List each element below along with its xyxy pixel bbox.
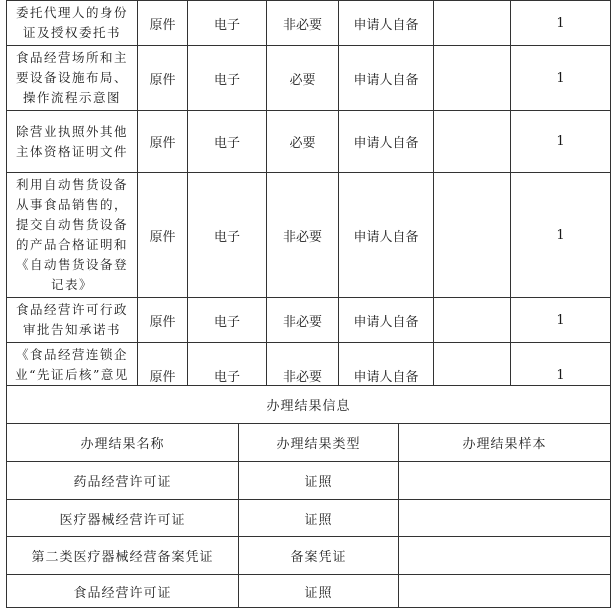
material-sample xyxy=(434,298,511,343)
result-type: 证照 xyxy=(239,462,399,500)
material-sample xyxy=(434,173,511,298)
material-carrier: 电子 xyxy=(188,343,267,408)
material-name: 除营业执照外其他主体资格证明文件 xyxy=(7,111,138,173)
material-source: 申请人自备 xyxy=(339,173,434,298)
material-form: 原件 xyxy=(138,173,188,298)
material-necessity: 必要 xyxy=(267,46,339,111)
material-name: 《食品经营连锁企业“先证后核”意见 xyxy=(7,343,138,408)
result-sample xyxy=(399,575,611,608)
material-necessity: 非必要 xyxy=(267,298,339,343)
results-header-type: 办理结果类型 xyxy=(239,424,399,462)
material-quantity: 1 xyxy=(511,46,611,111)
material-necessity: 非必要 xyxy=(267,1,339,46)
result-sample xyxy=(399,537,611,575)
material-carrier: 电子 xyxy=(188,298,267,343)
material-name: 委托代理人的身份证及授权委托书 xyxy=(7,1,138,46)
material-source: 申请人自备 xyxy=(339,343,434,408)
material-row xyxy=(7,111,611,173)
material-quantity: 1 xyxy=(511,111,611,173)
material-necessity: 非必要 xyxy=(267,343,339,408)
material-name: 食品经营场所和主要设备设施布局、操作流程示意图 xyxy=(7,46,138,111)
results-header-name: 办理结果名称 xyxy=(7,424,239,462)
material-form: 原件 xyxy=(138,343,188,408)
material-row xyxy=(7,298,611,343)
results-row xyxy=(7,462,611,500)
material-carrier: 电子 xyxy=(188,1,267,46)
results-table xyxy=(6,385,611,608)
material-necessity: 必要 xyxy=(267,111,339,173)
result-sample xyxy=(399,500,611,537)
material-source: 申请人自备 xyxy=(339,298,434,343)
result-name: 医疗器械经营许可证 xyxy=(7,500,239,537)
material-necessity: 非必要 xyxy=(267,173,339,298)
material-sample xyxy=(434,1,511,46)
result-sample xyxy=(399,462,611,500)
results-header-sample: 办理结果样本 xyxy=(399,424,611,462)
material-name: 食品经营许可行政审批告知承诺书 xyxy=(7,298,138,343)
results-row xyxy=(7,500,611,537)
material-sample xyxy=(434,46,511,111)
material-source: 申请人自备 xyxy=(339,111,434,173)
result-type: 证照 xyxy=(239,500,399,537)
material-source: 申请人自备 xyxy=(339,1,434,46)
result-type: 备案凭证 xyxy=(239,537,399,575)
material-name: 利用自动售货设备从事食品销售的，提交自动售货设备的产品合格证明和《自动售货设备登记表》 xyxy=(7,173,138,298)
material-quantity: 1 xyxy=(511,1,611,46)
material-quantity: 1 xyxy=(511,298,611,343)
material-row xyxy=(7,173,611,298)
material-carrier: 电子 xyxy=(188,173,267,298)
material-carrier: 电子 xyxy=(188,46,267,111)
result-type: 证照 xyxy=(239,575,399,608)
material-form: 原件 xyxy=(138,298,188,343)
result-name: 食品经营许可证 xyxy=(7,575,239,608)
results-row xyxy=(7,537,611,575)
material-source: 申请人自备 xyxy=(339,46,434,111)
material-quantity: 1 xyxy=(511,173,611,298)
results-section-title: 办理结果信息 xyxy=(7,386,611,424)
result-name: 第二类医疗器械经营备案凭证 xyxy=(7,537,239,575)
material-form: 原件 xyxy=(138,111,188,173)
material-row xyxy=(7,46,611,111)
material-sample xyxy=(434,111,511,173)
material-row xyxy=(7,1,611,46)
results-section-row xyxy=(7,386,611,424)
results-header-row xyxy=(7,424,611,462)
results-row xyxy=(7,575,611,608)
materials-table xyxy=(6,0,611,408)
material-form: 原件 xyxy=(138,46,188,111)
material-quantity: 1 xyxy=(511,343,611,408)
material-carrier: 电子 xyxy=(188,111,267,173)
result-name: 药品经营许可证 xyxy=(7,462,239,500)
material-form: 原件 xyxy=(138,1,188,46)
